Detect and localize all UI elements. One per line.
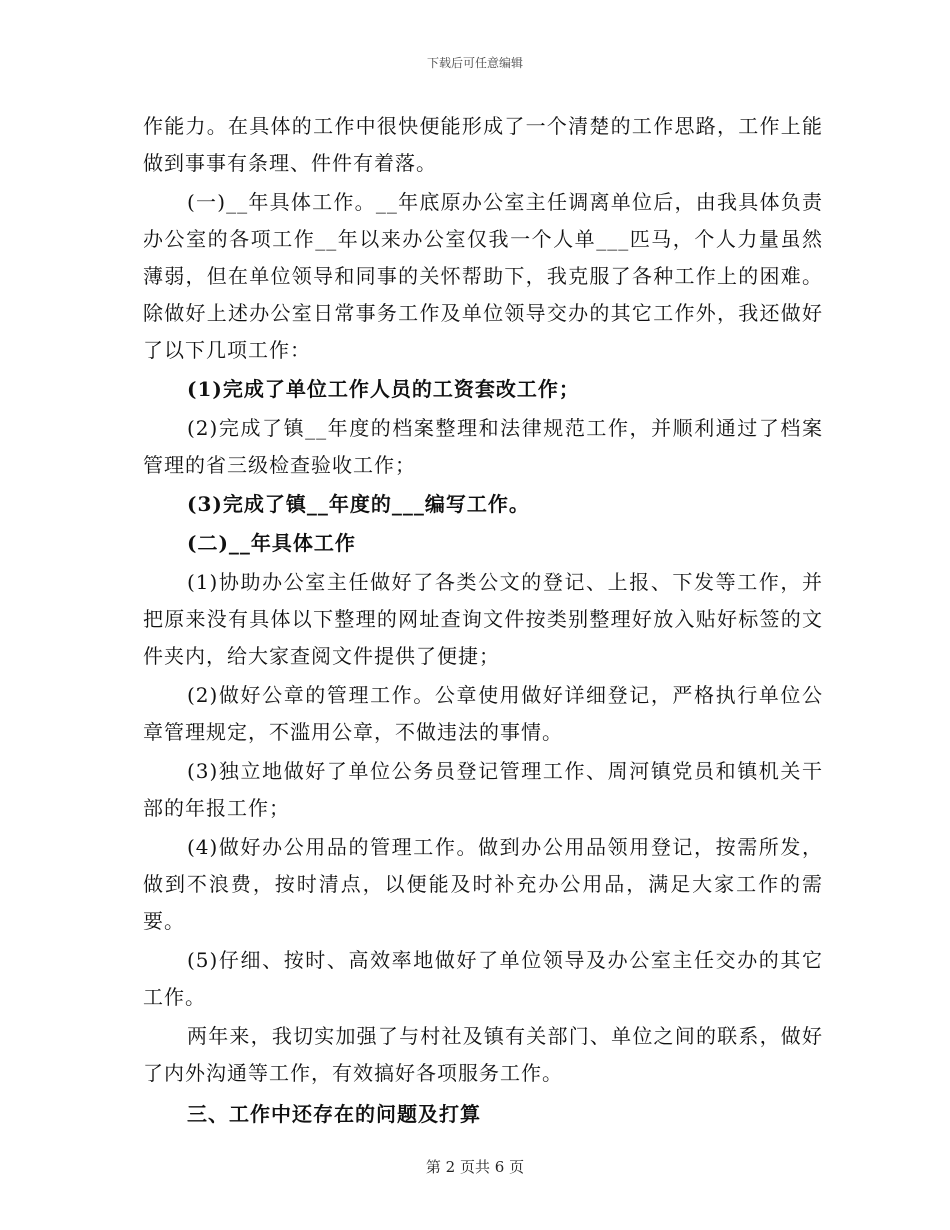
list-item-3: (3)完成了镇__年度的___编写工作。: [187, 492, 530, 516]
section-heading-2: (二)__年具体工作: [187, 531, 356, 555]
list-item-b2: (2)做好公章的管理工作。公章使用做好详细登记，严格执行单位公章管理规定，不滥用公章，不做违法的事情。: [143, 683, 823, 744]
list-item-b5: (5)仔细、按时、高效率地做好了单位领导及办公室主任交办的其它工作。: [143, 948, 823, 1009]
section-heading-3: 三、工作中还存在的问题及打算: [187, 1102, 481, 1126]
document-body: [143, 108, 823, 1135]
page-footer: 第 2 页共 6 页: [425, 1158, 525, 1176]
list-item-2: (2)完成了镇__年度的档案整理和法律规范工作，并顺利通过了档案管理的省三级检查验收工作；: [143, 416, 823, 477]
list-item-b1: (1)协助办公室主任做好了各类公文的登记、上报、下发等工作，并把原来没有具体以下整理的网址查询文件按类别整理好放入贴好标签的文件夹内，给大家查阅文件提供了便捷；: [143, 570, 823, 668]
list-item-1: (1)完成了单位工作人员的工资套改工作；: [187, 377, 580, 401]
list-item-b3: (3)独立地做好了单位公务员登记管理工作、周河镇党员和镇机关干部的年报工作；: [143, 759, 823, 820]
paragraph-1: 作能力。在具体的工作中很快便能形成了一个清楚的工作思路，工作上能做到事事有条理、件件有着落。: [143, 114, 823, 175]
summary-paragraph: 两年来，我切实加强了与村社及镇有关部门、单位之间的联系，做好了内外沟通等工作，有效搞好各项服务工作。: [143, 1024, 823, 1085]
paragraph-2: (一)__年具体工作。__年底原办公室主任调离单位后，由我具体负责办公室的各项工作__年以来办公室仅我一个人单___匹马，个人力量虽然薄弱，但在单位领导和同事的关怀帮助下，我克服了各种工作上的困难。除做好上述办公室日常事务工作及单位领导交办的其它工作外，我还做好了以下几项工作：: [143, 190, 823, 362]
list-item-b4: (4)做好办公用品的管理工作。做到办公用品领用登记，按需所发，做到不浪费，按时清点，以便能及时补充办公用品，满足大家工作的需要。: [143, 835, 823, 933]
page-header: 下载后可任意编辑: [426, 56, 523, 70]
